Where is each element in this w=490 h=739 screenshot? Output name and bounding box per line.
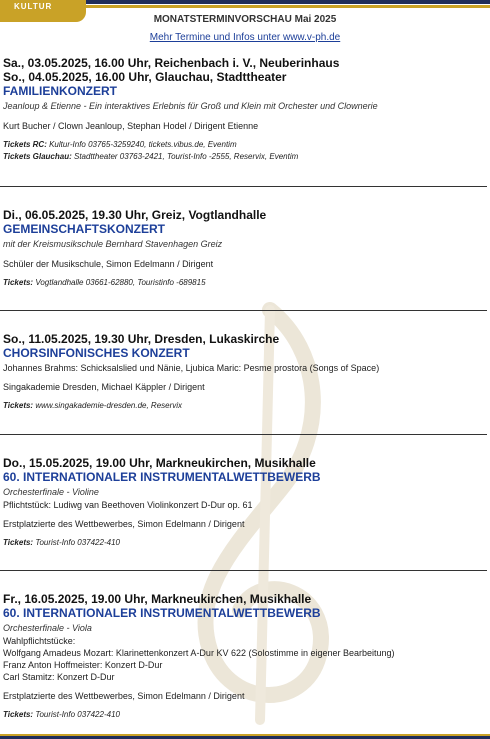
event-title: 60. INTERNATIONALER INSTRUMENTALWETTBEWERB (3, 470, 321, 484)
event-community-concert (3, 208, 487, 289)
page-title: MONATSTERMINVORSCHAU Mai 2025 (153, 14, 337, 25)
bottom-border (0, 734, 490, 739)
event-date: So., 04.05.2025, 16.00 Uhr, Glauchau, Stadttheater (3, 70, 287, 84)
event-performers: Erstplatzierte des Wettbewerbes, Simon Edelmann / Dirigent (3, 691, 245, 701)
event-date: Di., 06.05.2025, 19.30 Uhr, Greiz, Vogtlandhalle (3, 208, 267, 222)
event-performers: Erstplatzierte des Wettbewerbes, Simon Edelmann / Dirigent (3, 519, 245, 529)
event-tickets: Tickets Glauchau: Stadttheater 03763-2421, Tourist-Info -2555, Reservix, Eventim (3, 152, 299, 161)
event-title: GEMEINSCHAFTSKONZERT (3, 222, 165, 236)
event-program: Wolfgang Amadeus Mozart: Klarinettenkonzert A-Dur KV 622 (Solostimme in eigener Bearbeitung) (3, 648, 395, 658)
event-date: So., 11.05.2025, 19.30 Uhr, Dresden, Lukaskirche (3, 332, 280, 346)
event-tickets: Tickets: Tourist-Info 037422-410 (3, 538, 120, 547)
event-subtitle: Orchesterfinale - Violine (3, 487, 99, 497)
event-family-concert (3, 56, 487, 163)
event-program: Johannes Brahms: Schicksalslied und Nänie, Ljubica Maric: Pesme prostora (Songs of Space) (3, 363, 380, 373)
event-title: FAMILIENKONZERT (3, 84, 117, 98)
more-info-link[interactable]: Mehr Termine und Infos unter www.v-ph.de (149, 32, 341, 43)
event-title: CHORSINFONISCHES KONZERT (3, 346, 190, 360)
event-competition-violin (3, 456, 487, 549)
event-date: Fr., 16.05.2025, 19.00 Uhr, Markneukirchen, Musikhalle (3, 592, 312, 606)
event-subtitle: mit der Kreismusikschule Bernhard Stavenhagen Greiz (3, 239, 223, 249)
event-subtitle: Jeanloup & Etienne - Ein interaktives Erlebnis für Groß und Klein mit Orchester und Clownerie (3, 101, 378, 111)
event-program: Carl Stamitz: Konzert D-Dur (3, 672, 115, 682)
event-separator (0, 186, 487, 187)
event-performers: Schüler der Musikschule, Simon Edelmann / Dirigent (3, 259, 214, 269)
event-competition-viola (3, 592, 487, 721)
event-program: Franz Anton Hoffmeister: Konzert D-Dur (3, 660, 163, 670)
event-separator (0, 570, 487, 571)
event-date: Sa., 03.05.2025, 16.00 Uhr, Reichenbach i. V., Neuberinhaus (3, 56, 340, 70)
event-program: Wahlpflichtstücke: (3, 636, 76, 646)
event-performers: Singakademie Dresden, Michael Käppler / Dirigent (3, 382, 205, 392)
event-performers: Kurt Bucher / Clown Jeanloup, Stephan Hodel / Dirigent Etienne (3, 121, 259, 131)
event-separator (0, 434, 487, 435)
event-tickets: Tickets RC: Kultur-Info 03765-3259240, tickets.vibus.de, Eventim (3, 140, 237, 149)
event-subtitle: Orchesterfinale - Viola (3, 623, 92, 633)
logo-text: KULTUR (14, 2, 53, 11)
event-separator (0, 310, 487, 311)
event-tickets: Tickets: www.singakademie-dresden.de, Reservix (3, 401, 183, 410)
event-tickets: Tickets: Tourist-Info 037422-410 (3, 710, 120, 719)
event-title: 60. INTERNATIONALER INSTRUMENTALWETTBEWERB (3, 606, 321, 620)
event-choral-concert (3, 332, 487, 412)
event-program: Pflichtstück: Ludiwg van Beethoven Violinkonzert D-Dur op. 61 (3, 500, 253, 510)
event-date: Do., 15.05.2025, 19.00 Uhr, Markneukirchen, Musikhalle (3, 456, 316, 470)
event-tickets: Tickets: Vogtlandhalle 03661-62880, Touristinfo -689815 (3, 278, 206, 287)
